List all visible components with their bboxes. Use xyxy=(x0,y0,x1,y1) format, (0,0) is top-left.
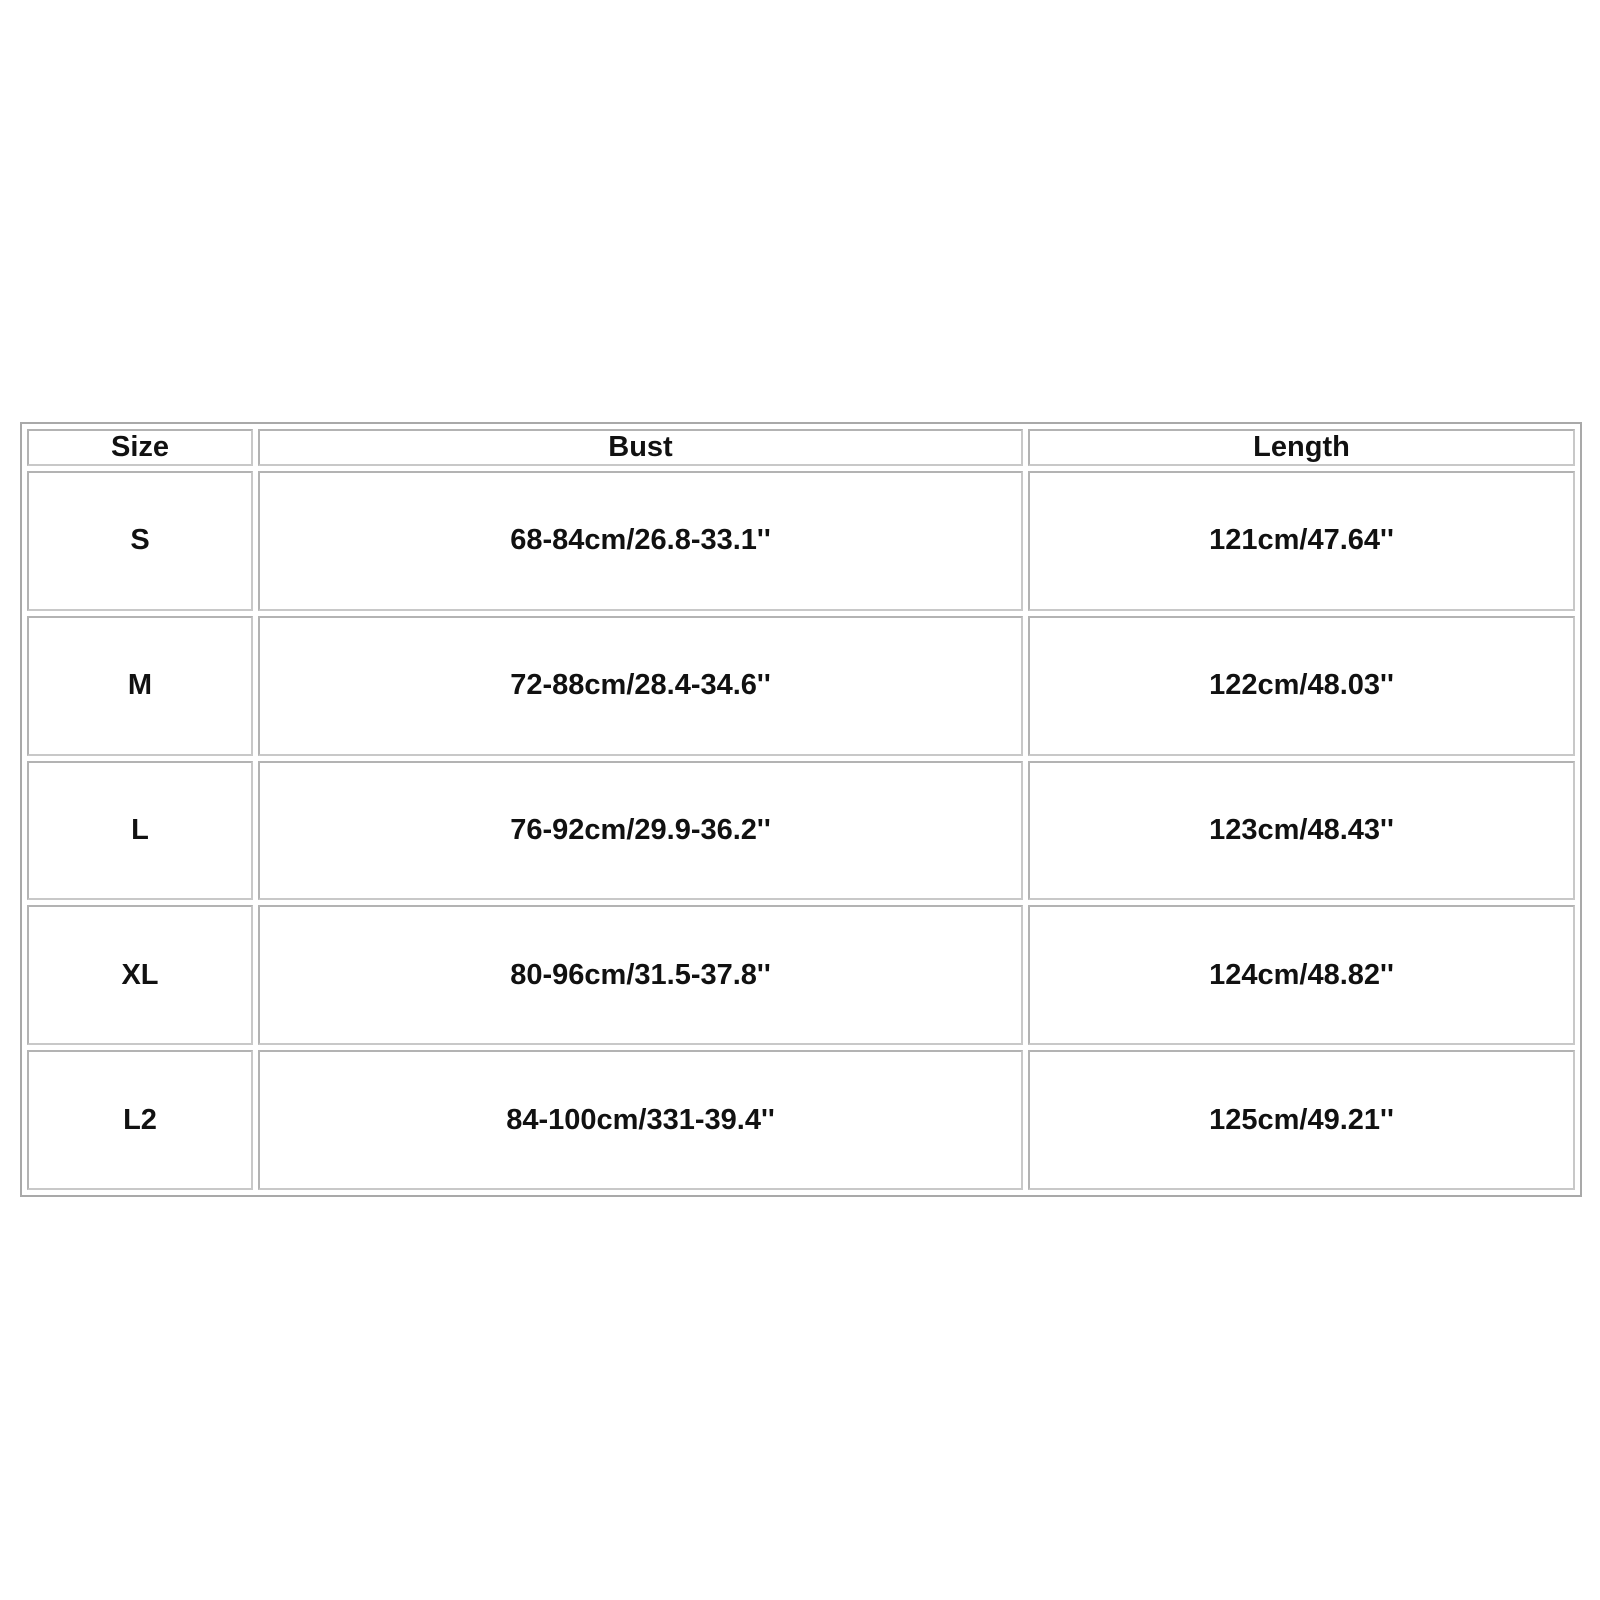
size-chart-table xyxy=(22,424,1580,1195)
length-cell: 121cm/47.64'' xyxy=(1028,471,1575,611)
size-chart xyxy=(20,422,1582,1197)
table-row xyxy=(27,1050,1575,1190)
table-row xyxy=(27,761,1575,901)
header-length: Length xyxy=(1028,429,1575,466)
header-bust: Bust xyxy=(258,429,1023,466)
table-row xyxy=(27,905,1575,1045)
table-header-row xyxy=(27,429,1575,466)
bust-cell: 76-92cm/29.9-36.2'' xyxy=(258,761,1023,901)
length-cell: 125cm/49.21'' xyxy=(1028,1050,1575,1190)
size-cell: XL xyxy=(27,905,253,1045)
length-cell: 122cm/48.03'' xyxy=(1028,616,1575,756)
header-size: Size xyxy=(27,429,253,466)
length-cell: 123cm/48.43'' xyxy=(1028,761,1575,901)
size-cell: M xyxy=(27,616,253,756)
table-row xyxy=(27,471,1575,611)
size-cell: S xyxy=(27,471,253,611)
table-row xyxy=(27,616,1575,756)
size-cell: L2 xyxy=(27,1050,253,1190)
bust-cell: 80-96cm/31.5-37.8'' xyxy=(258,905,1023,1045)
bust-cell: 84-100cm/331-39.4'' xyxy=(258,1050,1023,1190)
bust-cell: 68-84cm/26.8-33.1'' xyxy=(258,471,1023,611)
size-cell: L xyxy=(27,761,253,901)
length-cell: 124cm/48.82'' xyxy=(1028,905,1575,1045)
bust-cell: 72-88cm/28.4-34.6'' xyxy=(258,616,1023,756)
